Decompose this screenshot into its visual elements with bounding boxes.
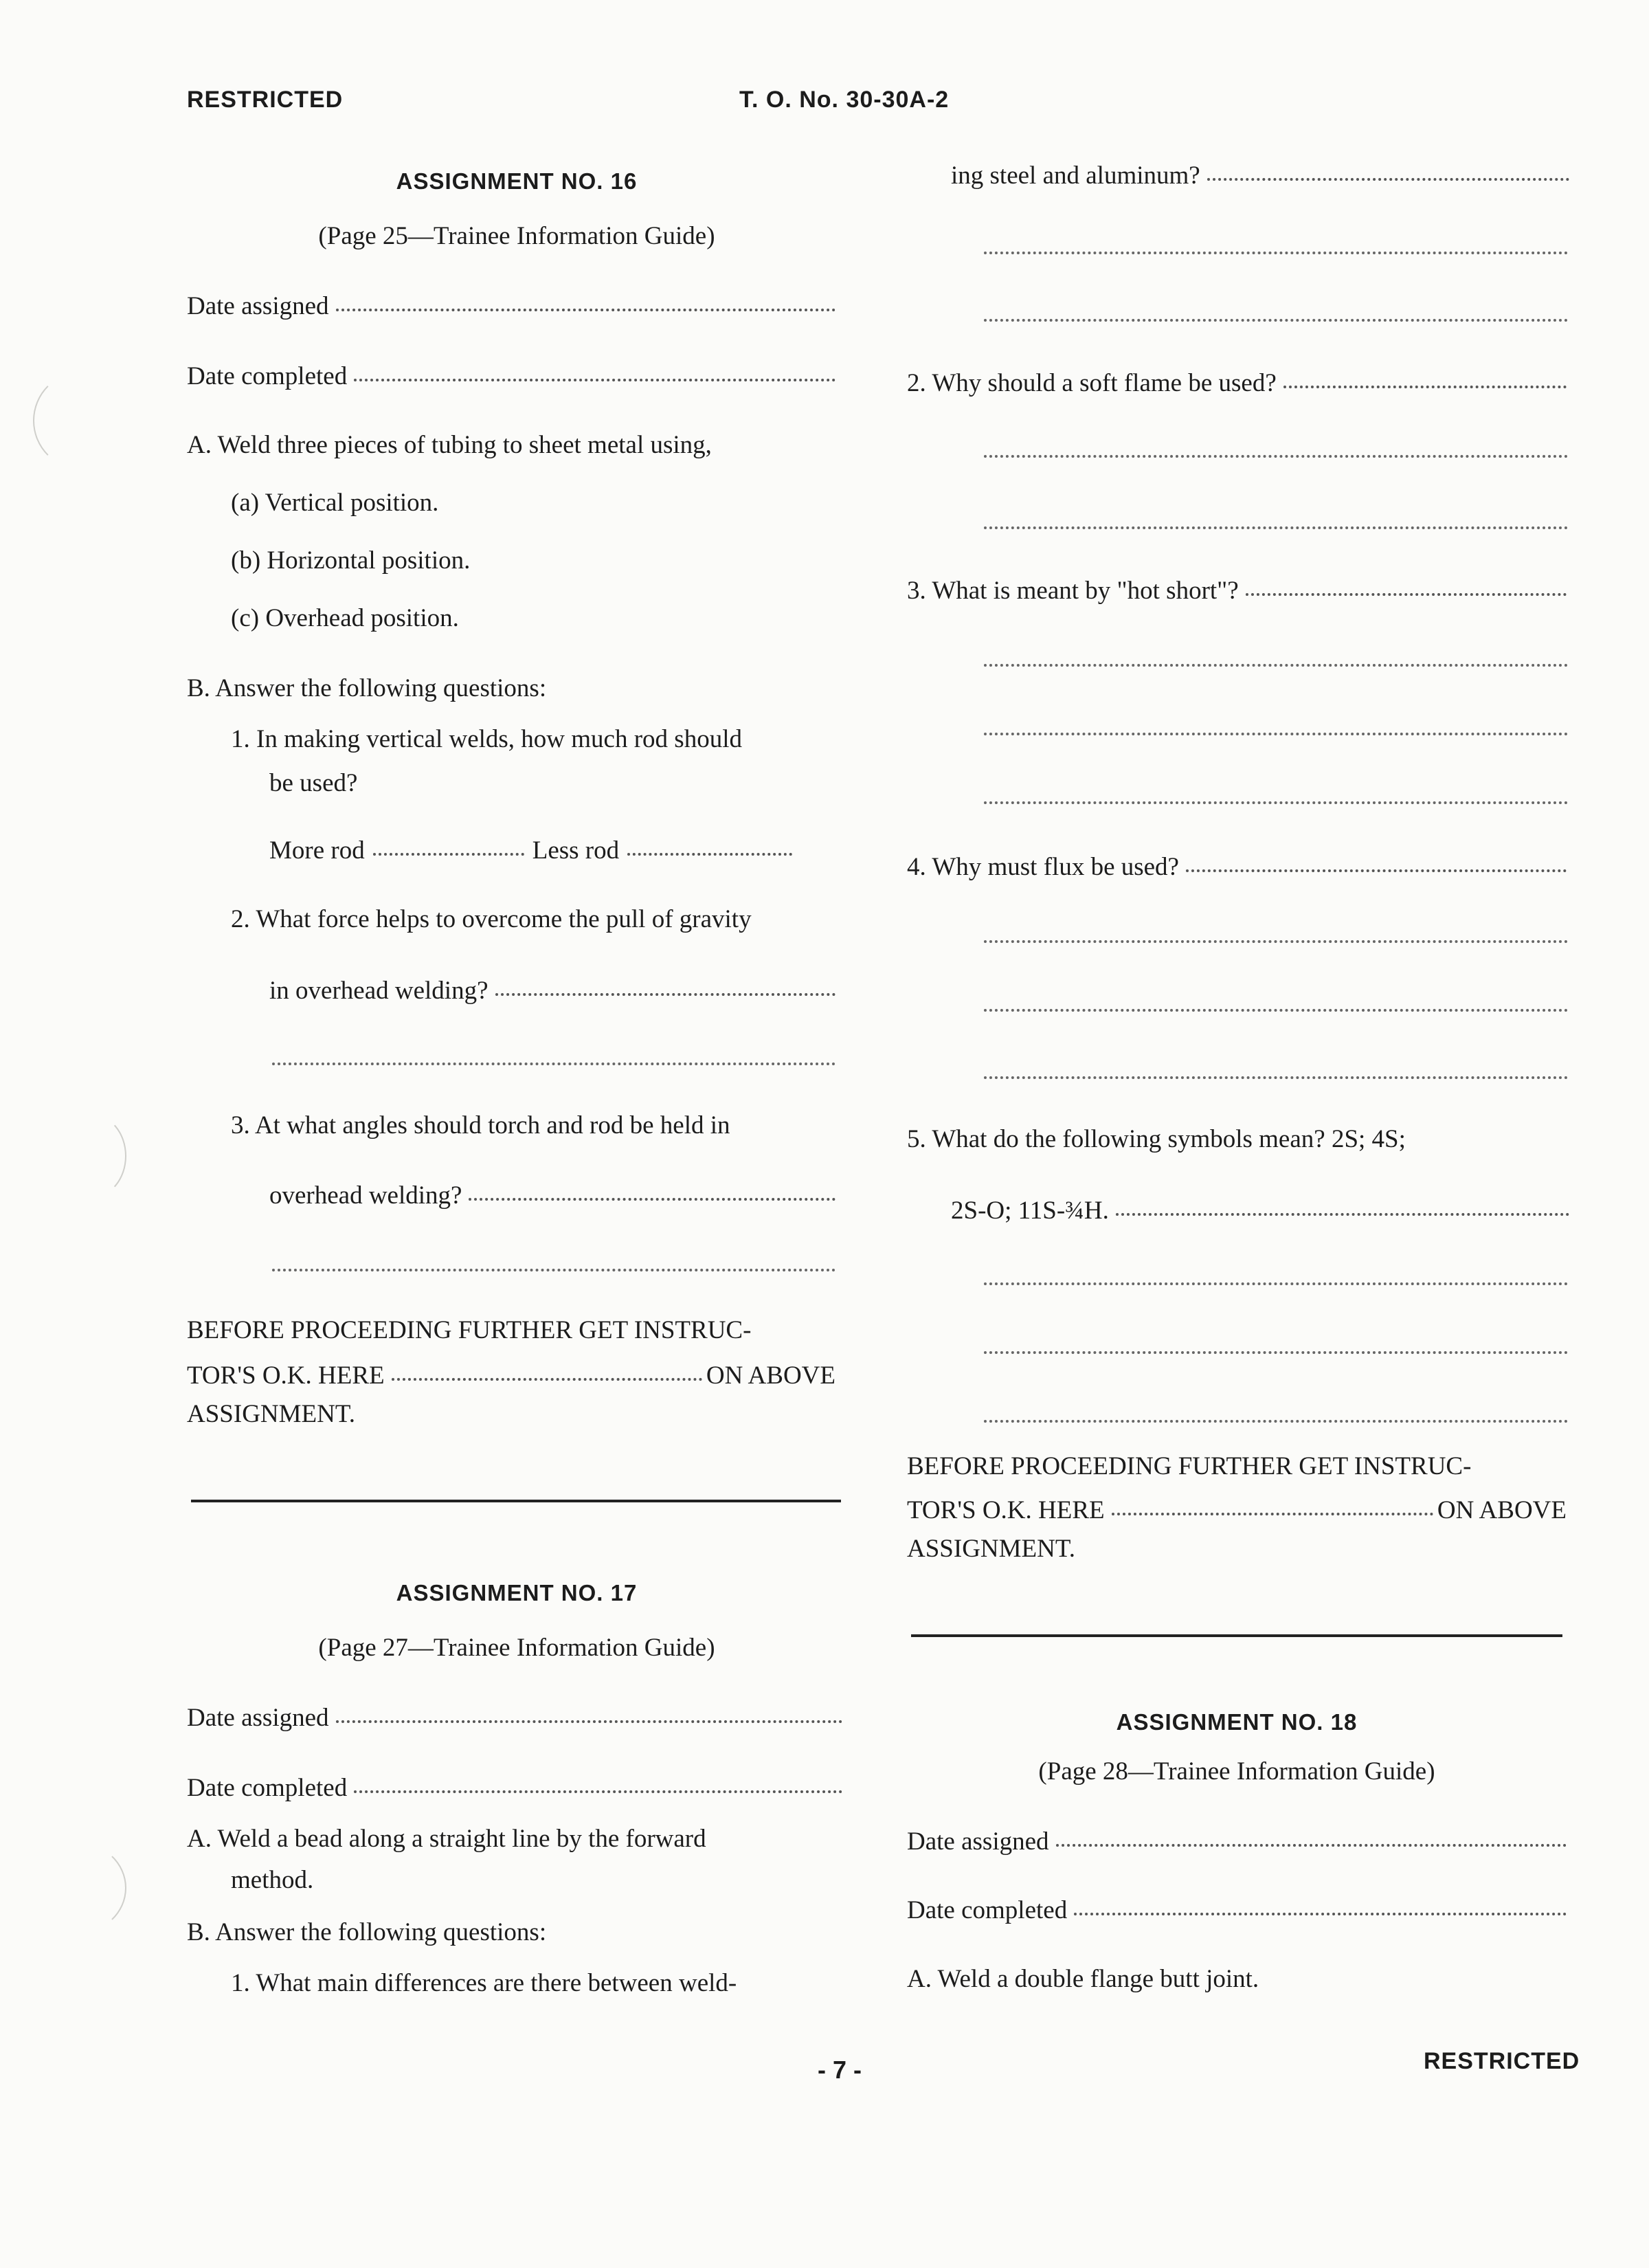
- question-3-answer-line-2[interactable]: [984, 733, 1568, 735]
- assignment-17-question-5-line-1: 5. What do the following symbols mean? 2S; 4S;: [907, 1125, 1406, 1153]
- question-1-answers: [269, 836, 846, 866]
- assignment-17-question-1-line-1: 1. What main differences are there between weld-: [231, 1969, 737, 1997]
- question-3-answer-line[interactable]: [272, 1269, 835, 1271]
- question-2-line-1: 2. What force helps to overcome the pull of gravity: [231, 905, 752, 933]
- assignment-17-title: ASSIGNMENT NO. 17: [396, 1580, 638, 1605]
- more-rod-blank[interactable]: [373, 853, 524, 856]
- question-3-blank[interactable]: [469, 1198, 835, 1201]
- section-divider: [191, 1500, 841, 1502]
- instructor-ok-blank[interactable]: [392, 1378, 702, 1381]
- question-4-answer-line-3[interactable]: [984, 1076, 1568, 1079]
- assignment-17-ok-line-3: ASSIGNMENT.: [907, 1535, 1075, 1563]
- assignment-17-task-a-line-2: method.: [231, 1866, 314, 1894]
- question-4-blank[interactable]: [1186, 869, 1567, 872]
- binder-hole-bottom: [27, 1842, 126, 1934]
- assignment-18-date-assigned-field[interactable]: Date assigned: [907, 1827, 1567, 1857]
- assignment-18-task-a: A. Weld a double flange butt joint.: [907, 1965, 1259, 1993]
- question-3-line-1: 3. At what angles should torch and rod be held in: [231, 1111, 730, 1139]
- assignment-17-date-completed-field[interactable]: Date completed: [187, 1773, 842, 1803]
- question-4-answer-line-1[interactable]: [984, 940, 1568, 943]
- question-1-answer-line-1[interactable]: [984, 252, 1568, 254]
- less-rod-blank[interactable]: [627, 853, 792, 856]
- section-divider: [911, 1634, 1562, 1637]
- question-5-answer-line-2[interactable]: [984, 1351, 1568, 1354]
- assignment-16-task-a: A. Weld three pieces of tubing to sheet metal using,: [187, 431, 712, 459]
- question-5-blank[interactable]: [1116, 1213, 1569, 1216]
- question-2-blank[interactable]: [1283, 386, 1567, 388]
- date-assigned-blank[interactable]: [1056, 1844, 1567, 1847]
- question-3-blank[interactable]: [1246, 593, 1567, 596]
- assignment-17-ok-line-2: TOR'S O.K. HERE ON ABOVE: [907, 1496, 1567, 1524]
- more-rod-label: More rod: [269, 836, 365, 865]
- instructor-ok-blank[interactable]: [1112, 1513, 1433, 1515]
- question-3-line-2: overhead welding?: [269, 1181, 835, 1211]
- assignment-17-task-a-line-1: A. Weld a bead along a straight line by the forward: [187, 1825, 706, 1853]
- assignment-17-reference: (Page 27—Trainee Information Guide): [318, 1634, 715, 1662]
- assignment-16-ok-line-1: BEFORE PROCEEDING FURTHER GET INSTRUC-: [187, 1316, 752, 1344]
- date-completed-blank[interactable]: [354, 379, 835, 381]
- left-column: [187, 0, 862, 2268]
- date-assigned-blank[interactable]: [336, 309, 835, 311]
- question-5-answer-line-1[interactable]: [984, 1282, 1568, 1285]
- question-1-line-2: be used?: [269, 769, 358, 797]
- assignment-16-title: ASSIGNMENT NO. 16: [396, 168, 638, 194]
- question-1-line-1: 1. In making vertical welds, how much rod should: [231, 725, 742, 753]
- assignment-16-reference: (Page 25—Trainee Information Guide): [318, 222, 715, 250]
- question-2-answer-line[interactable]: [272, 1063, 835, 1065]
- question-3-answer-line-3[interactable]: [984, 801, 1568, 804]
- task-a-item-c: (c) Overhead position.: [231, 604, 459, 632]
- assignment-16-date-completed-field[interactable]: [187, 362, 835, 392]
- assignment-16-date-assigned-field[interactable]: [187, 291, 835, 322]
- assignment-18-title: ASSIGNMENT NO. 18: [1116, 1709, 1358, 1735]
- binder-hole-top: [33, 371, 132, 470]
- date-completed-blank[interactable]: [1074, 1913, 1567, 1915]
- assignment-17-date-assigned-field[interactable]: Date assigned: [187, 1703, 842, 1733]
- right-column: [907, 0, 1567, 2268]
- assignment-17-question-3: 3. What is meant by "hot short"?: [907, 576, 1567, 606]
- date-completed-blank[interactable]: [354, 1790, 842, 1793]
- date-completed-label: Date completed: [187, 362, 348, 390]
- question-1-answer-line-2[interactable]: [984, 319, 1568, 322]
- header-document-number: T. O. No. 30-30A-2: [739, 87, 950, 113]
- binder-hole-middle: [55, 1113, 126, 1199]
- assignment-17-task-b: B. Answer the following questions:: [187, 1918, 547, 1946]
- assignment-18-date-completed-field[interactable]: Date completed: [907, 1895, 1567, 1926]
- question-5-answer-line-3[interactable]: [984, 1420, 1568, 1423]
- header-restricted: RESTRICTED: [187, 87, 344, 113]
- assignment-17-question-5-line-2: 2S-O; 11S-¾H.: [951, 1196, 1569, 1226]
- question-3-answer-line-1[interactable]: [984, 664, 1568, 667]
- assignment-16-ok-line-3: ASSIGNMENT.: [187, 1400, 355, 1428]
- assignment-17-question-1-line-2: ing steel and aluminum?: [951, 161, 1569, 191]
- assignment-17-question-2: 2. Why should a soft flame be used?: [907, 368, 1567, 399]
- less-rod-label: Less rod: [532, 836, 620, 865]
- date-assigned-label: Date assigned: [187, 292, 329, 320]
- assignment-17-ok-line-1: BEFORE PROCEEDING FURTHER GET INSTRUC-: [907, 1452, 1472, 1480]
- assignment-16-ok-line-2: TOR'S O.K. HERE ON ABOVE: [187, 1361, 835, 1390]
- date-assigned-blank[interactable]: [336, 1720, 842, 1723]
- task-a-item-b: (b) Horizontal position.: [231, 546, 471, 575]
- question-4-answer-line-2[interactable]: [984, 1009, 1568, 1012]
- footer-page-number: - 7 -: [817, 2056, 862, 2084]
- question-2-line-2: in overhead welding?: [269, 976, 835, 1006]
- footer-restricted: RESTRICTED: [1424, 2048, 1580, 2074]
- assignment-16-task-b: B. Answer the following questions:: [187, 674, 547, 702]
- question-2-blank[interactable]: [495, 993, 836, 996]
- assignment-18-reference: (Page 28—Trainee Information Guide): [1038, 1757, 1435, 1786]
- question-2-answer-line-2[interactable]: [984, 526, 1568, 529]
- question-2-answer-line-1[interactable]: [984, 455, 1568, 458]
- assignment-17-question-4: 4. Why must flux be used?: [907, 852, 1567, 882]
- question-1-blank[interactable]: [1207, 178, 1569, 181]
- task-a-item-a: (a) Vertical position.: [231, 489, 439, 517]
